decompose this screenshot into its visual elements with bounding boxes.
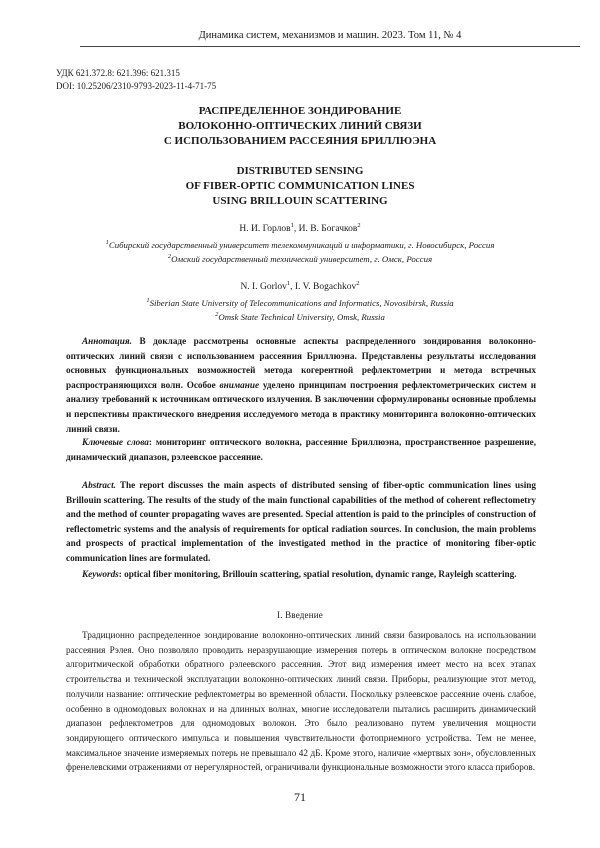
author-sep: ,	[293, 224, 299, 234]
affiliation	[60, 252, 540, 266]
title-ru-line: ВОЛОКОННО-ОПТИЧЕСКИХ ЛИНИЙ СВЯЗИ	[178, 120, 422, 132]
author-sup: 1	[290, 221, 294, 229]
keywords-ru	[66, 435, 536, 464]
author-sup: 2	[356, 279, 360, 287]
affiliations-ru	[60, 238, 540, 266]
affiliation-text: Сибирский государственный университет телекоммуникаций и информатики, г. Новосибирск, Россия	[108, 240, 495, 250]
doi: DOI: 10.25206/2310-9793-2023-11-4-71-75	[56, 81, 217, 91]
authors-ru	[60, 221, 540, 234]
author-name: Н. И. Горлов	[239, 224, 291, 234]
author-name: И. В. Богачков	[298, 224, 358, 234]
keywords-ru-text: : мониторинг оптического волокна, рассеяние Бриллюэна, пространственное разрешение, динамический диапазон, рэлеевское рассеяние.	[66, 437, 536, 462]
author-name: I. V. Bogachkov	[294, 282, 357, 292]
page-number: 71	[294, 790, 306, 804]
author-sup: 2	[357, 221, 361, 229]
abstract-ru-emphasis: внимание	[219, 379, 260, 390]
intro-paragraph: Традиционно распределенное зондирование волоконно-оптических линий связи базировалось на использовании рассеяния Рэлея. Оно позволяло проводить неразрушающие измерения потерь в оптическом волокне посредством алгоритмической обработки обратного рэлеевского рассеяния. Этот вид измерения имеет место на всех этапах строительства и технической эксплуатации волоконно-оптических линий связи. Приборы, реализующие этот метод, получили название: оптические рефлектометры во временной области. Поскольку рэлеевское рассеяние очень слабое, особенно в одномодовых волокнах и на длинных волнах, многие исследователи пытались расширить динамический диапазон рефлектометров для одномодовых волокон. Это было реализовано путем увеличения мощности зондирующего оптического импульса и повышения чувствительности фотоприемного устройства. Тем не менее, максимальное значение измеряемых потерь не превышало 42 дБ. Кроме этого, наличие «мертвых зон», обусловленных френелевскими отражениями от нерегулярностей, ограничивали функциональные возможности этого класса приборов.	[66, 630, 536, 773]
keywords-en-lead: Keywords	[82, 569, 119, 579]
title-en-line: OF FIBER-OPTIC COMMUNICATION LINES	[185, 180, 415, 192]
affiliation-sup: 2	[215, 311, 219, 319]
abstract-en-text: The report discusses the main aspects of distributed sensing of fiber-optic communication lines using Brillouin scattering. The results of the study of the main functional capabilities of the method of coherent reflectometry and the method of counter propagating waves are presented. Special attention is paid to the principles of construction of reflectometric systems and the analysis of requirements for optical radiation sources. In conclusion, the main problems and prospects of practical implementation of the investigated method in the practice of monitoring fiber-optic communication lines are formulated.	[66, 480, 536, 563]
affiliation	[60, 238, 540, 252]
affiliation	[60, 296, 540, 310]
title-ru	[60, 104, 540, 149]
keywords-ru-lead: Ключевые слова	[82, 437, 149, 447]
affiliation-sup: 1	[105, 239, 109, 247]
affiliation-sup: 1	[146, 297, 150, 305]
running-header: Динамика систем, механизмов и машин. 2023. Том 11, № 4	[198, 30, 462, 41]
affiliation-sup: 2	[167, 253, 172, 261]
keywords-en	[66, 567, 536, 582]
udc-code: УДК 621.372.8: 621.396: 621.315	[56, 68, 180, 78]
affiliation	[60, 310, 540, 324]
author-sep: ,	[290, 282, 295, 292]
title-en-line: USING BRILLOUIN SCATTERING	[212, 195, 388, 207]
abstract-en-lead: Abstract.	[82, 480, 116, 490]
abstract-ru-lead: Аннотация.	[82, 336, 132, 346]
author-sup: 1	[286, 279, 291, 287]
abstract-en	[66, 478, 536, 566]
affiliation-text: Omsk State Technical University, Omsk, Russia	[218, 312, 385, 322]
affiliation-text: Siberian State University of Telecommunications and Informatics, Novosibirsk, Russia	[149, 298, 454, 308]
affiliations-en	[60, 296, 540, 324]
abstract-ru	[66, 334, 536, 436]
affiliation-text: Омский государственный технический университет, г. Омск, Россия	[171, 254, 433, 264]
title-en	[60, 164, 540, 209]
abstract-ru-text: уделено принципам построения рефлектометрических систем и анализу требований к источникам оптического излучения. В заключении сформулированы основные проблемы и перспективы практического внедрения исследуемого метода в практику мониторинга волоконно-оптических линий связи.	[66, 379, 536, 434]
title-ru-line: С ИСПОЛЬЗОВАНИЕМ РАССЕЯНИЯ БРИЛЛЮЭНА	[163, 135, 437, 147]
authors-en	[60, 279, 540, 292]
title-ru-line: РАСПРЕДЕЛЕННОЕ ЗОНДИРОВАНИЕ	[198, 105, 402, 117]
author-name: N. I. Gorlov	[240, 282, 287, 292]
abstract-ru-text: В докладе рассмотрены основные аспекты распределенного зондирования волоконно-оптических линий связи с использованием рассеяния Бриллюэна. Представлены результаты исследования основных функциональных возможностей метода когерентной рефлектометрии и метода встречных распространяющихся волн. Особое	[66, 336, 536, 390]
section-title: I. Введение	[277, 610, 323, 620]
header-rule	[80, 46, 580, 47]
title-en-line: DISTRIBUTED SENSING	[236, 165, 364, 177]
keywords-en-text: : optical fiber monitoring, Brillouin scattering, spatial resolution, dynamic range, Rayleigh scattering.	[118, 569, 517, 579]
